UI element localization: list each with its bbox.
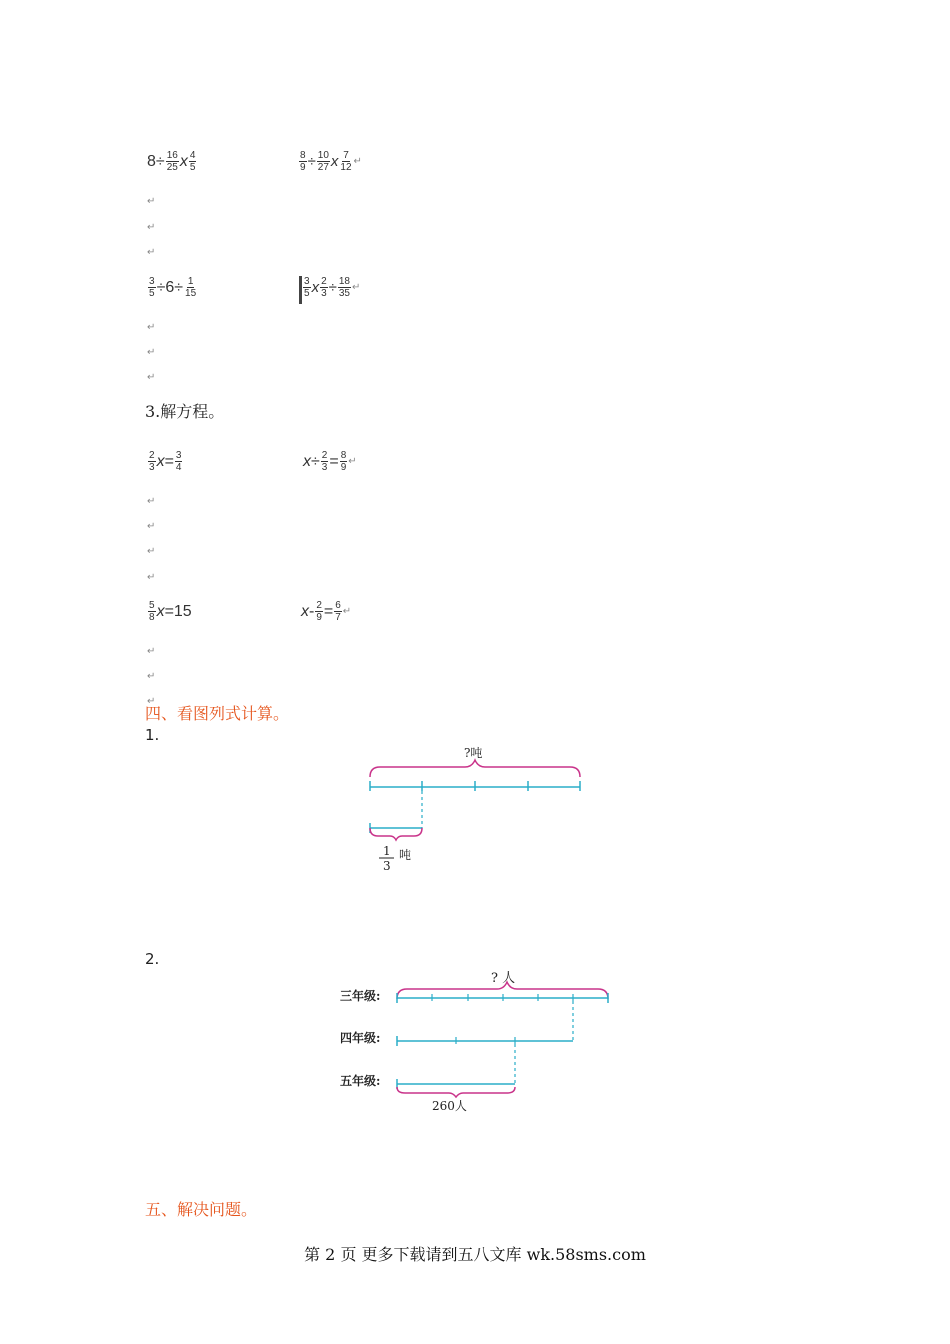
fraction: $\frac{4}{5}$ <box>189 150 196 173</box>
fraction: $\frac{3}{5}$ <box>304 276 310 299</box>
return-mark: ↵ <box>147 646 156 657</box>
diagram2-top-label: ? 人 <box>491 971 516 986</box>
variable: x <box>303 452 311 470</box>
return-mark: ↵ <box>147 196 156 207</box>
expr-op: ÷6 <box>156 278 175 296</box>
equation-3 <box>147 600 192 623</box>
svg-text:吨: 吨 <box>399 848 412 862</box>
expr-op: x <box>330 153 339 170</box>
item-number-2: 2. <box>145 950 160 968</box>
svg-text:四年级:: 四年级: <box>340 1031 381 1045</box>
fraction: $\frac{2}{3}$ <box>149 450 155 473</box>
return-mark: ↵ <box>351 282 361 293</box>
return-mark: ↵ <box>348 456 357 467</box>
variable: x <box>156 452 165 470</box>
fraction: $\frac{2}{3}$ <box>321 276 327 299</box>
return-mark: ↵ <box>353 156 362 167</box>
fraction: $\frac{3}{5}$ <box>149 276 155 299</box>
section-4-title: 四、看图列式计算。 <box>145 704 290 723</box>
expression-1 <box>147 150 197 173</box>
return-mark: ↵ <box>147 572 156 583</box>
expr-op: x <box>311 279 320 296</box>
fraction: $\frac{8}{9}$ <box>300 150 306 173</box>
diagram-2 <box>335 965 625 1125</box>
return-mark: ↵ <box>147 521 156 532</box>
item-number-1: 1. <box>145 726 160 744</box>
variable: x <box>301 602 309 620</box>
return-mark: ↵ <box>147 347 156 358</box>
equation-2 <box>303 450 357 473</box>
return-mark: ↵ <box>147 546 156 557</box>
return-mark: ↵ <box>342 606 352 617</box>
brace-top <box>370 760 580 777</box>
section-3-title: 3.解方程。 <box>145 402 225 421</box>
expr-op: ÷ <box>311 452 320 470</box>
variable: x <box>156 602 165 620</box>
diagram-1 <box>360 740 600 880</box>
fraction: $\frac{6}{7}$ <box>335 600 341 623</box>
expr-op: ÷ <box>328 279 337 296</box>
return-mark: ↵ <box>147 222 156 233</box>
expr-op: ÷ <box>155 152 165 170</box>
return-mark: ↵ <box>147 496 156 507</box>
equals-sign: = <box>329 452 339 470</box>
fraction: $\frac{3}{4}$ <box>175 450 182 473</box>
fraction: $\frac{1}{15}$ <box>185 276 197 299</box>
fraction: $\frac{2}{9}$ <box>316 600 322 623</box>
expr-op: ÷ <box>174 278 184 296</box>
svg-text:五年级:: 五年级: <box>340 1074 381 1088</box>
equation-1 <box>147 450 183 473</box>
return-mark: ↵ <box>147 247 156 258</box>
expr-lead: 8 <box>147 152 156 170</box>
expr-op: x <box>179 152 188 170</box>
svg-text:1: 1 <box>383 844 391 858</box>
equation-4 <box>301 600 351 623</box>
equals-sign: = <box>323 602 334 620</box>
expression-3 <box>147 276 198 299</box>
expr-op: - <box>309 602 315 620</box>
svg-text:260人: 260人 <box>432 1099 467 1113</box>
return-mark: ↵ <box>147 696 156 707</box>
expr-op: ÷ <box>307 153 316 170</box>
svg-text:三年级:: 三年级: <box>340 989 381 1003</box>
fraction: $\frac{5}{8}$ <box>149 600 155 623</box>
fraction: $\frac{18}{35}$ <box>338 276 350 299</box>
page-footer: 第 2 页 更多下载请到五八文库 wk.58sms.com <box>304 1245 646 1264</box>
return-mark: ↵ <box>147 671 156 682</box>
return-mark: ↵ <box>147 372 156 383</box>
fraction: $\frac{10}{27}$ <box>317 150 329 173</box>
brace-bottom <box>370 828 422 840</box>
fraction: $\frac{7}{12}$ <box>340 150 352 173</box>
svg-text:3: 3 <box>383 859 391 873</box>
section-5-title: 五、解决问题。 <box>145 1200 258 1219</box>
equals-sign: = <box>164 452 174 470</box>
return-mark: ↵ <box>147 322 156 333</box>
fraction: $\frac{16}{25}$ <box>166 150 178 173</box>
equation-rest: =15 <box>164 602 192 620</box>
fraction: $\frac{8}{9}$ <box>340 450 347 473</box>
expression-4 <box>302 276 360 299</box>
diagram1-top-label: ?吨 <box>464 746 483 760</box>
expression-2 <box>298 150 362 173</box>
fraction: $\frac{2}{3}$ <box>321 450 328 473</box>
